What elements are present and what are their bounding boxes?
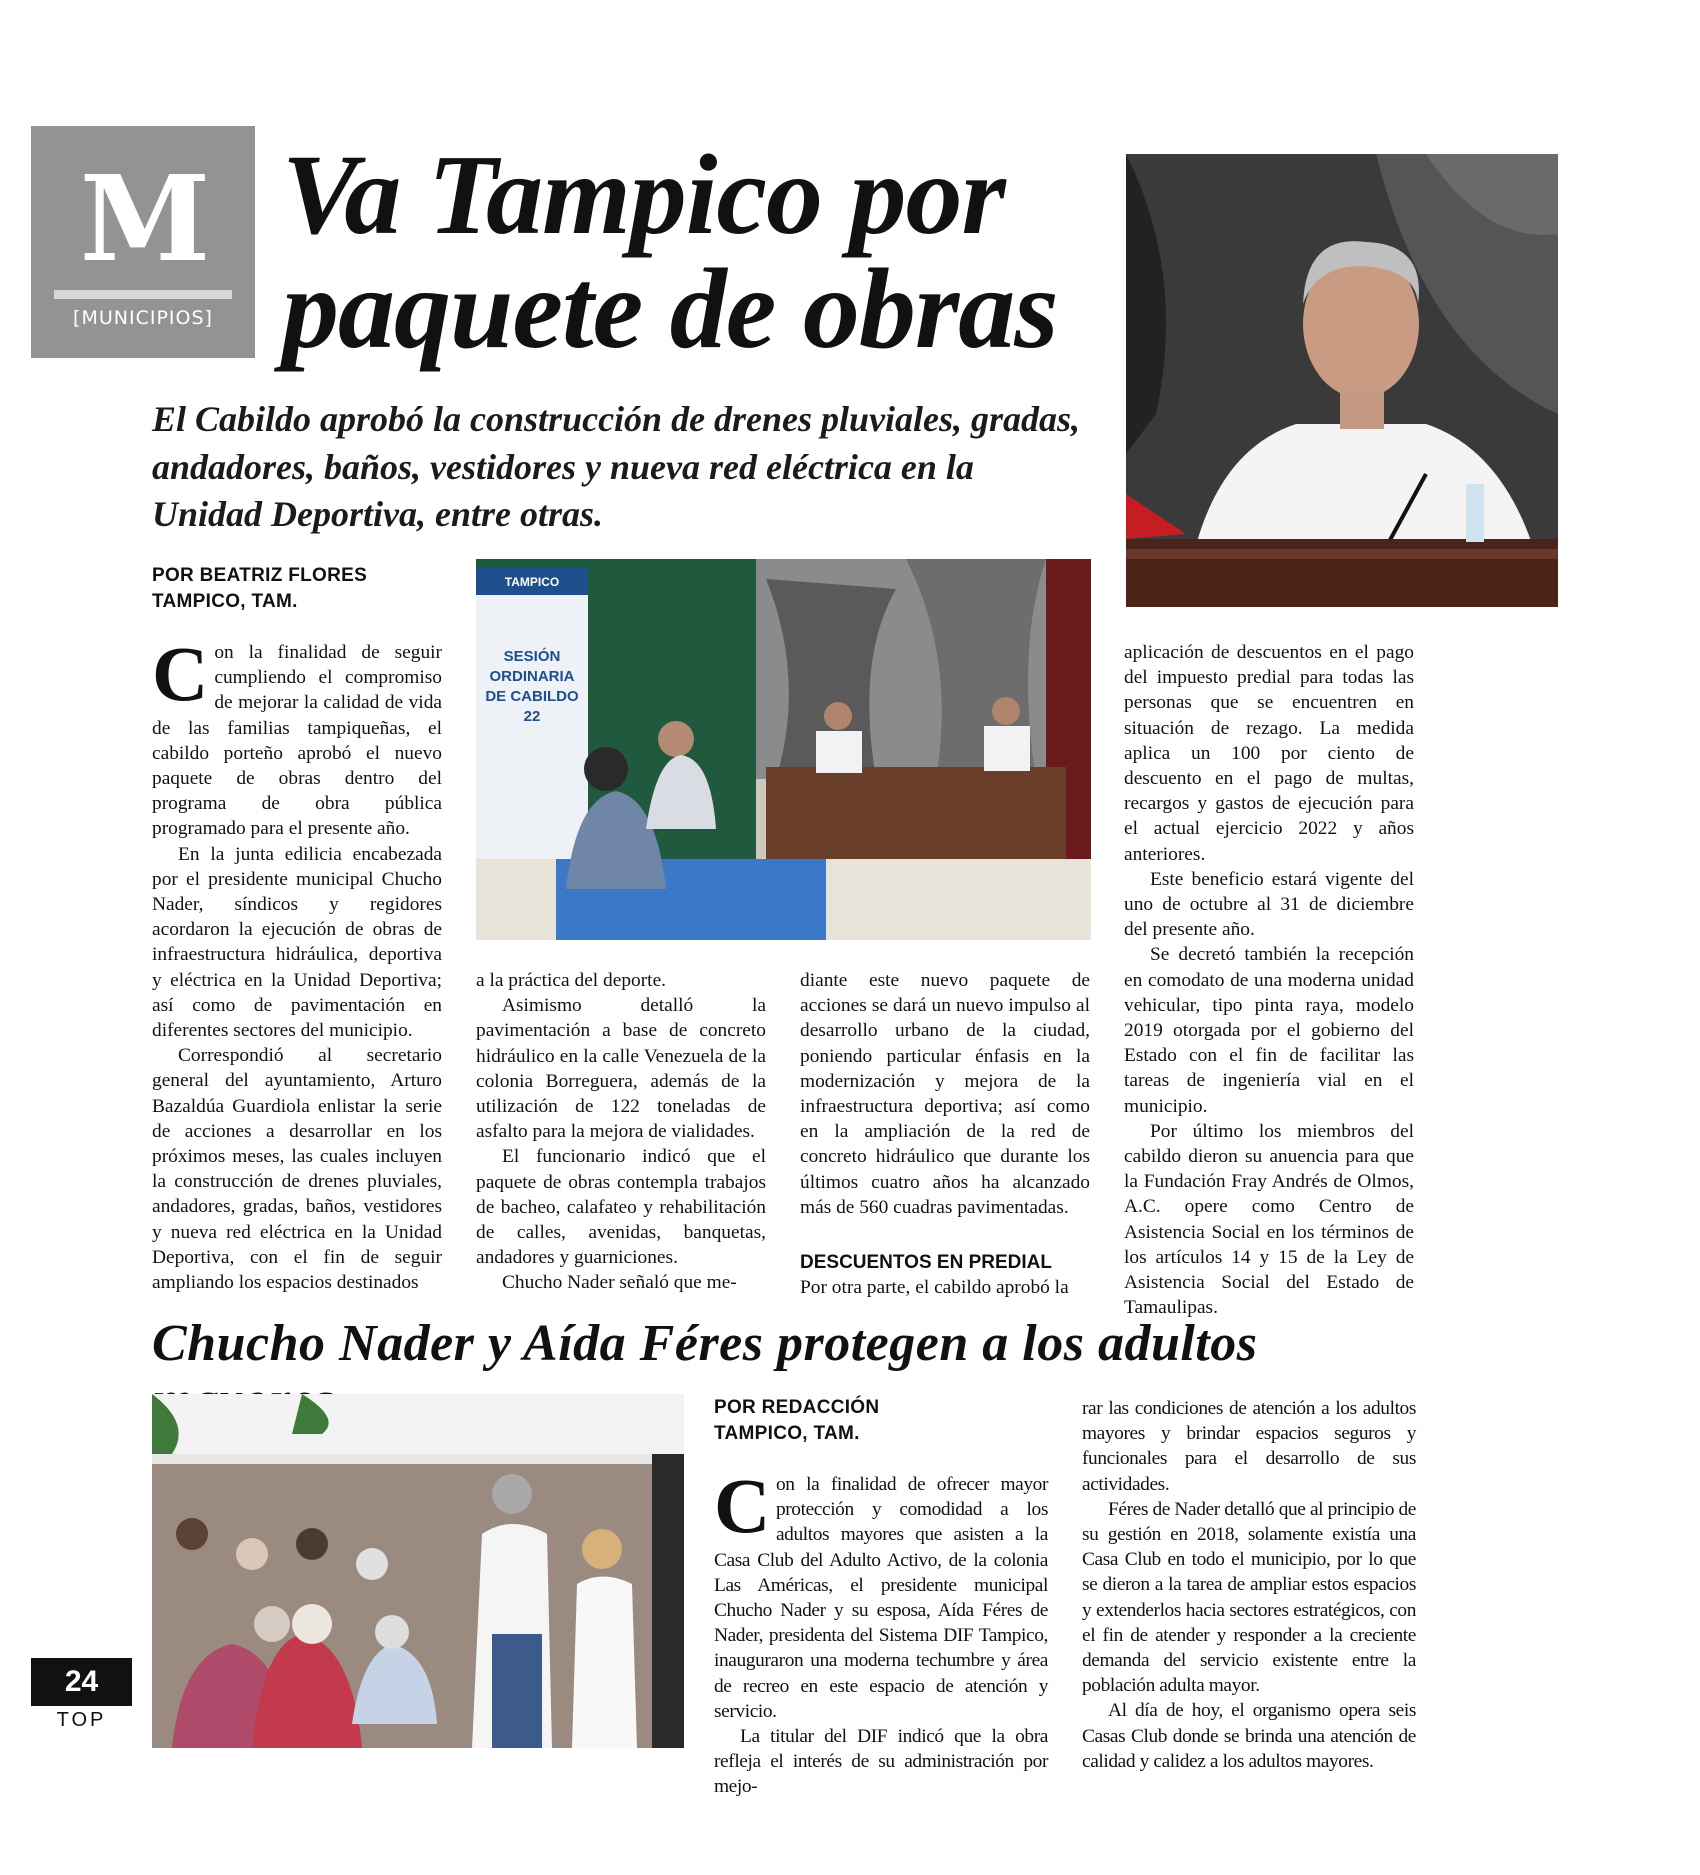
paragraph: Chucho Nader señaló que me- (502, 1272, 737, 1294)
cabildo-session-photo (476, 559, 1091, 940)
paragraph: Féres de Nader detalló que al principio de su gestión en 2018, solamente existía una Casa Club en todo el municipio, por lo que se dieron a la tarea de ampliar estos espacios y extenderlos hacia sectores estratégicos, con el fin de atender y responder a la creciente demanda del servicio existente entre la población adulta mayor. (1082, 1498, 1416, 1697)
article1-byline (152, 563, 472, 614)
mayor-portrait-photo (1126, 154, 1558, 607)
article2-column-2 (1082, 1396, 1416, 1774)
paragraph: diante este nuevo paquete de acciones se dará un nuevo impulso al desarrollo urbano de la ciudad, poniendo particular énfasis en la modernización y mejora de la infraestructura deportiva; así como en la ampliación de la red de concreto hidráulico que durante los últimos cuatro años ha alcanzado más de 560 cuadras pavimentadas. (800, 970, 1090, 1218)
byline-location: TAMPICO, TAM. (714, 1422, 860, 1444)
article1-column-2 (476, 968, 766, 1296)
article2-byline (714, 1395, 1034, 1446)
paragraph-text: on la finalidad de seguir cumpliendo el compromiso de mejorar la calidad de vida de las familias tampiqueñas, el cabildo porteño aprobó el nuevo paquete de obras dentro del programa de obra pública programado para el presente año. (152, 642, 442, 840)
paragraph: Este beneficio estará vigente del uno de octubre al 31 de diciembre del presente año. (1124, 868, 1414, 941)
portrait-illustration (1126, 154, 1558, 607)
article1-column-1 (152, 630, 442, 1295)
paragraph: Correspondió al secretario general del ayuntamiento, Arturo Bazaldúa Guardiola enlistar la serie de acciones a desarrollar en los próximos meses, las cuales incluyen la construcción de drenes pluviales, andadores, gradas, baños, vestidores y nueva red eléctrica en la Unidad Deportiva, con el fin de seguir ampliando los espacios destinados (152, 1045, 442, 1294)
section-rule (54, 290, 232, 299)
page-number: 24 (31, 1658, 132, 1706)
paragraph: Asimismo detalló la pavimentación a base de concreto hidráulico en la calle Venezuela de la colonia Borreguera, además de la utilización de 122 toneladas de asfalto para la mejora de vialidades. (476, 995, 766, 1143)
paragraph: El funcionario indicó que el paquete de obras contempla trabajos de bacheo, calafateo y rehabilitación de calles, avenidas, banquetas, andadores y guarniciones. (476, 1146, 766, 1269)
dropcap: C (152, 630, 209, 717)
banner-logo: TAMPICO (504, 575, 560, 589)
paragraph (714, 1462, 1048, 1724)
byline-location: TAMPICO, TAM. (152, 590, 298, 612)
paragraph: Por otra parte, el cabildo aprobó la (800, 1277, 1069, 1299)
section-letter: M (79, 149, 207, 288)
page-label: TOP (56, 1709, 107, 1731)
paragraph-text: on la finalidad de ofrecer mayor protección y comodidad a los adultos mayores que asisten a la Casa Club del Adulto Activo, de la colonia Las Américas, el presidente municipal Chucho Nader y su esposa, Aída Féres de Nader, presidenta del Sistema DIF Tampico, inauguraron una moderna techumbre y área de recreo en este espacio de atención y servicio. (714, 1474, 1048, 1722)
paragraph: En la junta edilicia encabezada por el presidente municipal Chucho Nader, síndicos y regidores acordaron la ejecución de obras de infraestructura hidráulica, deportiva y eléctrica en la Unidad Deportiva; así como de pavimentación en diferentes sectores del municipio. (152, 843, 442, 1042)
paragraph: La titular del DIF indicó que la obra refleja el interés de su administración por mejo- (714, 1726, 1048, 1798)
paragraph: a la práctica del deporte. (476, 970, 667, 991)
article1-column-4 (1124, 640, 1414, 1320)
main-headline (282, 131, 1082, 372)
session-illustration (476, 559, 1091, 940)
paragraph: Al día de hoy, el organismo opera seis Casas Club donde se brinda una atención de calidad y calidez a los adultos mayores. (1082, 1700, 1416, 1772)
article2-column-1 (714, 1462, 1048, 1800)
article1-column-3 (800, 968, 1090, 1300)
byline-author: POR REDACCIÓN (714, 1397, 880, 1418)
paragraph: Por último los miembros del cabildo dieron su anuencia para que la Fundación Fray Andrés de Olmos, A.C. opere como Centro de Asistencia Social en los términos de los artículos 14 y 15 de la Ley de Asistencia Social del Estado de Tamaulipas. (1124, 1120, 1414, 1319)
paragraph (152, 630, 442, 842)
article-deck: El Cabildo aprobó la construcción de drenes pluviales, gradas, andadores, baños, vestidores y nueva red eléctrica en la Unidad Deportiva, entre otras. (152, 399, 1081, 535)
paragraph: rar las condiciones de atención a los adultos mayores y brindar espacios seguros y funcionales para el desarrollo de sus actividades. (1082, 1398, 1416, 1495)
headline-line-1: Va Tampico por (282, 131, 1005, 258)
banner-line-2: ORDINARIA (489, 668, 575, 685)
article2-headline: Chucho Nader y Aída Féres protegen a los adultos (152, 1315, 1258, 1372)
headline-line-2: paquete de obras (282, 245, 1058, 372)
paragraph: aplicación de descuentos en el pago del impuesto predial para todas las personas que se encuentren en situación de rezago. La medida aplica un 100 por ciento de descuento en el pago de multas, recargos y gastos de ejecución para el actual ejercicio 2022 y años anteriores. (1124, 642, 1414, 865)
predial-subhead: DESCUENTOS EN PREDIAL (800, 1252, 1052, 1274)
section-label: [MUNICIPIOS] (73, 307, 213, 329)
section-badge (31, 126, 255, 358)
banner-line-1: SESIÓN (503, 648, 561, 665)
seniors-event-photo (152, 1394, 684, 1748)
banner-line-4: 22 (523, 708, 541, 725)
dropcap: C (714, 1462, 770, 1549)
paragraph: Se decretó también la recepción en comodato de una moderna unidad vehicular, tipo pinta raya, modelo 2019 otorgada por el gobierno del Estado con el fin de facilitar las tareas de ingeniería vial en el municipio. (1124, 944, 1414, 1117)
banner-line-3: DE CABILDO (485, 688, 579, 705)
byline-author: POR BEATRIZ FLORES (152, 565, 368, 586)
seniors-illustration (152, 1394, 684, 1748)
